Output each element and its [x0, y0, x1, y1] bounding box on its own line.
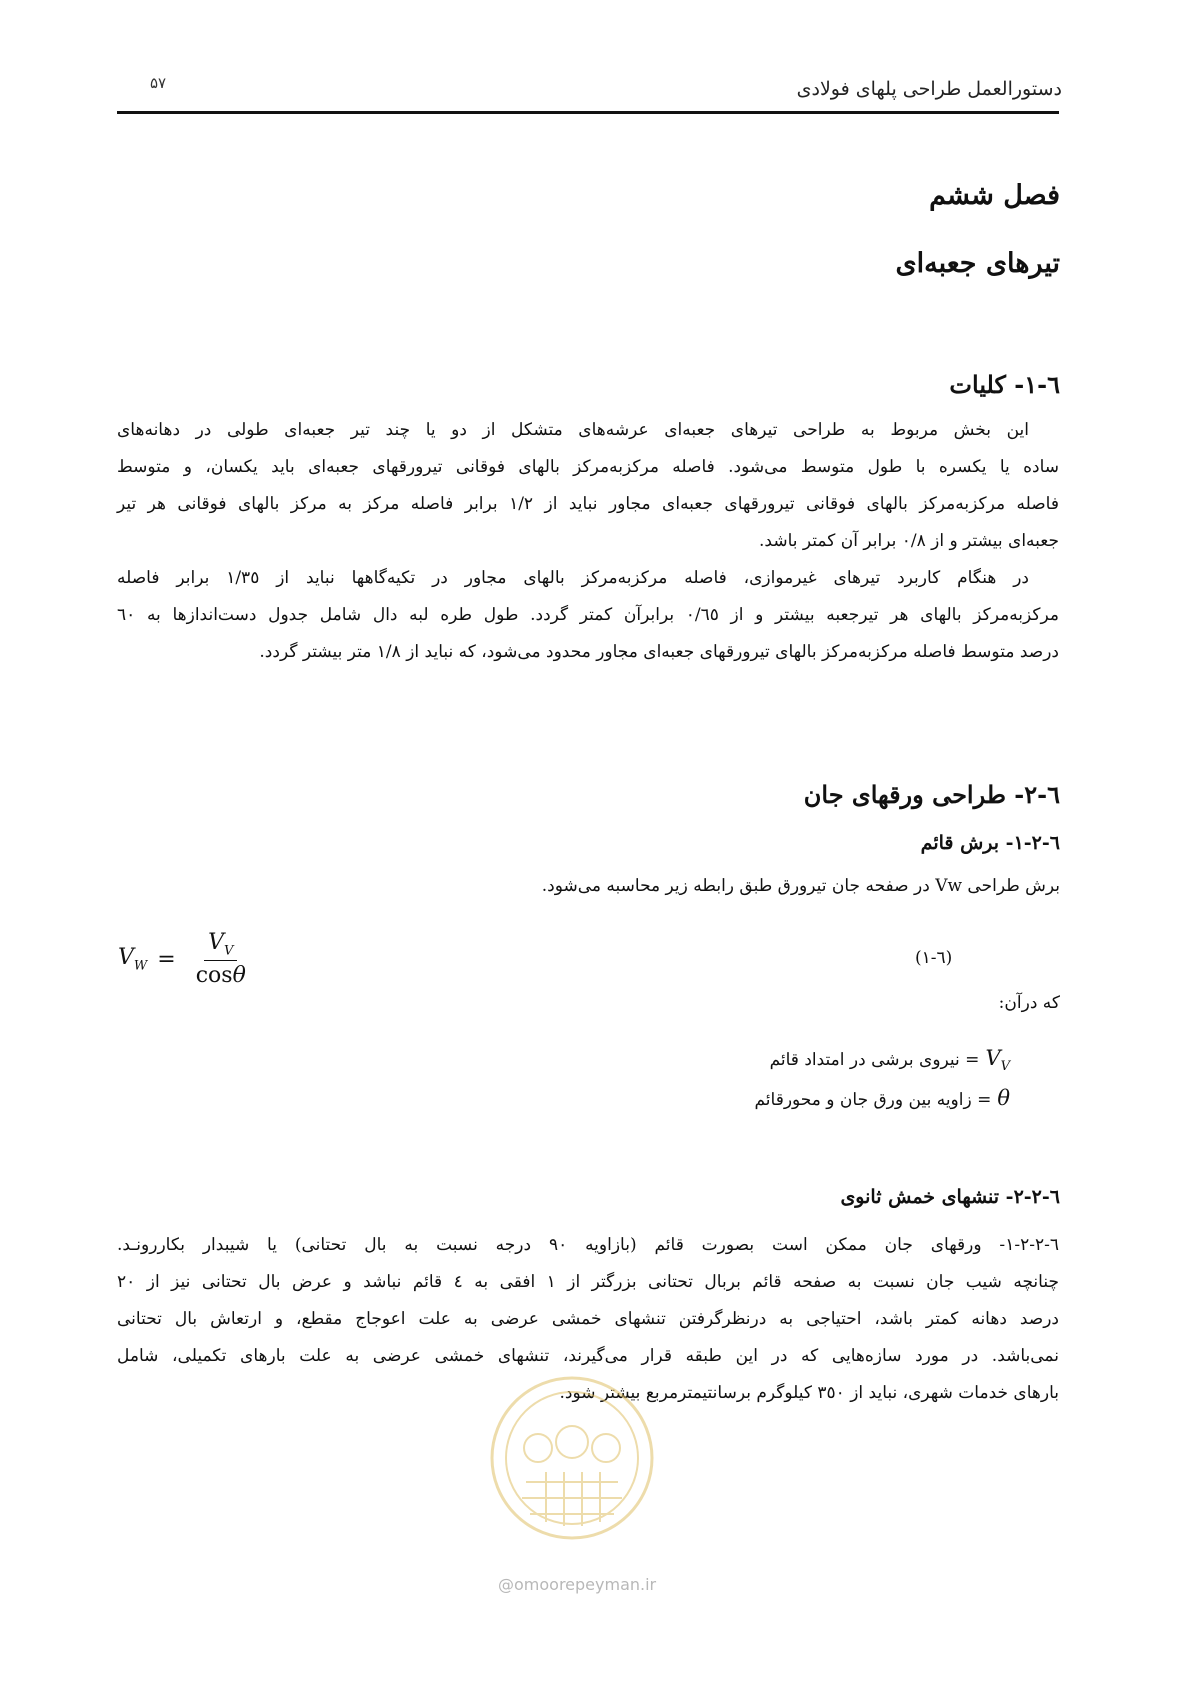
text-line: درصد دهانه کمتر باشد، احتیاجی به درنظرگرفتن تنشهای خمشی عرضی به علت اعوجاج مقطع، و ارتعاش بال تحتانی [117, 1309, 1059, 1329]
watermark-url: @omoorepeyman.ir [498, 1575, 657, 1594]
subsection-heading-6-2-2: ٦-٢-٢- تنشهای خمش ثانوی [840, 1186, 1060, 1208]
formula-numerator: $V_V$ [204, 930, 237, 961]
seal-scale-emblem [524, 1434, 552, 1462]
definition-symbol: θ [997, 1086, 1010, 1110]
paragraph-6-1-a [117, 412, 1059, 560]
formula-denominator: cosθ [195, 963, 246, 989]
chapter-subtitle: تیرهای جعبه‌ای [895, 248, 1060, 279]
text-line: جعبه‌ای بیشتر و از ٠/٨ برابر آن کمتر باشد. [759, 531, 1059, 551]
definition-theta [754, 1086, 1010, 1110]
text-line: نمی‌باشد. در مورد سازه‌هایی که در این طبقه قرار می‌گیرند، تنشهای خمشی عرضی به علت بارهای تکمیلی، شامل [117, 1346, 1059, 1366]
definition-vv [770, 1046, 1010, 1074]
paragraph-6-1-b [117, 560, 1059, 671]
text-line: این بخش مربوط به طراحی تیرهای جعبه‌ای عرشه‌های متشکل از دو یا چند تیر جعبه‌ای طولی در دهانه‌های [117, 420, 1029, 440]
header-divider [117, 111, 1059, 114]
formula-6-1 [118, 930, 246, 988]
chapter-title: فصل ششم [929, 180, 1060, 211]
shear-intro-text: برش طراحی Vw در صفحه جان تیرورق طبق رابطه زیر محاسبه می‌شود. [541, 876, 1060, 896]
equation-number: (٦-١) [915, 948, 953, 968]
text-line: ساده یا یکسره با طول متوسط می‌شود. فاصله مرکزبه‌مرکز بالهای فوقانی تیرورقهای جعبه‌ای باید یکسان، و متوسط [117, 457, 1059, 477]
text-line: در هنگام کاربرد تیرهای غیرموازی، فاصله مرکزبه‌مرکز بالهای مجاور در تکیه‌گاهها نباید از ١/٣٥ برابر فاصله [117, 568, 1029, 588]
section-heading-6-2: ٦-٢- طراحی ورقهای جان [803, 780, 1060, 809]
formula-equals: = [157, 946, 176, 972]
page-number: ۵۷ [150, 74, 167, 92]
formula-lhs: $V_W$ [118, 945, 148, 974]
text-line: بارهای خدمات شهری، نباید از ٣٥٠ کیلوگرم برسانتیمترمربع بیشتر شود. [559, 1383, 1059, 1403]
text-line: فاصله مرکزبه‌مرکز بالهای فوقانی تیرورقهای جعبه‌ای مجاور نباید از ١/٢ برابر فاصله مرکز به مرکز بالهای فوقانی هر تیر [117, 494, 1059, 514]
text-line: درصد متوسط فاصله مرکزبه‌مرکز بالهای تیرورقهای جعبه‌ای مجاور محدود می‌شود، که نباید از ١/٨ متر بیشتر گردد. [259, 642, 1059, 662]
running-header-title: دستورالعمل طراحی پلهای فولادی [796, 78, 1062, 100]
definition-symbol: $V_V$ [985, 1046, 1010, 1075]
text-line: مرکزبه‌مرکز بالهای هر تیرجعبه بیشتر و از ٠/٦٥ برابرآن کمتر گردد. طول طره لبه دال شامل جدول دست‌اندازها به ٦٠ [117, 605, 1060, 625]
subsection-heading-6-2-1: ٦-٢-١- برش قائم [920, 832, 1060, 854]
watermark-seal-logo [486, 1372, 658, 1544]
formula-fraction [196, 930, 246, 988]
where-label: که درآن: [998, 993, 1060, 1013]
definition-text: = نیروی برشی در امتداد قائم [769, 1050, 980, 1070]
seal-center-emblem [556, 1426, 588, 1458]
seal-grid [522, 1472, 622, 1526]
definition-text: = زاویه بین ورق جان و محورقائم [754, 1090, 992, 1110]
seal-gear-emblem [592, 1434, 620, 1462]
text-line: ٦-٢-٢-١- ورقهای جان ممکن است بصورت قائم (بازاویه ٩٠ درجه نسبت به بال تحتانی) یا شیبدار بکاررونـد. [117, 1235, 1059, 1255]
text-line: چنانچه شیب جان نسبت به صفحه قائم بربال تحتانی بزرگتر از ١ افقی به ٤ قائم نباشد و عرض بال تحتانی نیز از ٢٠ [117, 1272, 1059, 1292]
section-heading-6-1: ٦-١- کلیات [949, 370, 1060, 399]
